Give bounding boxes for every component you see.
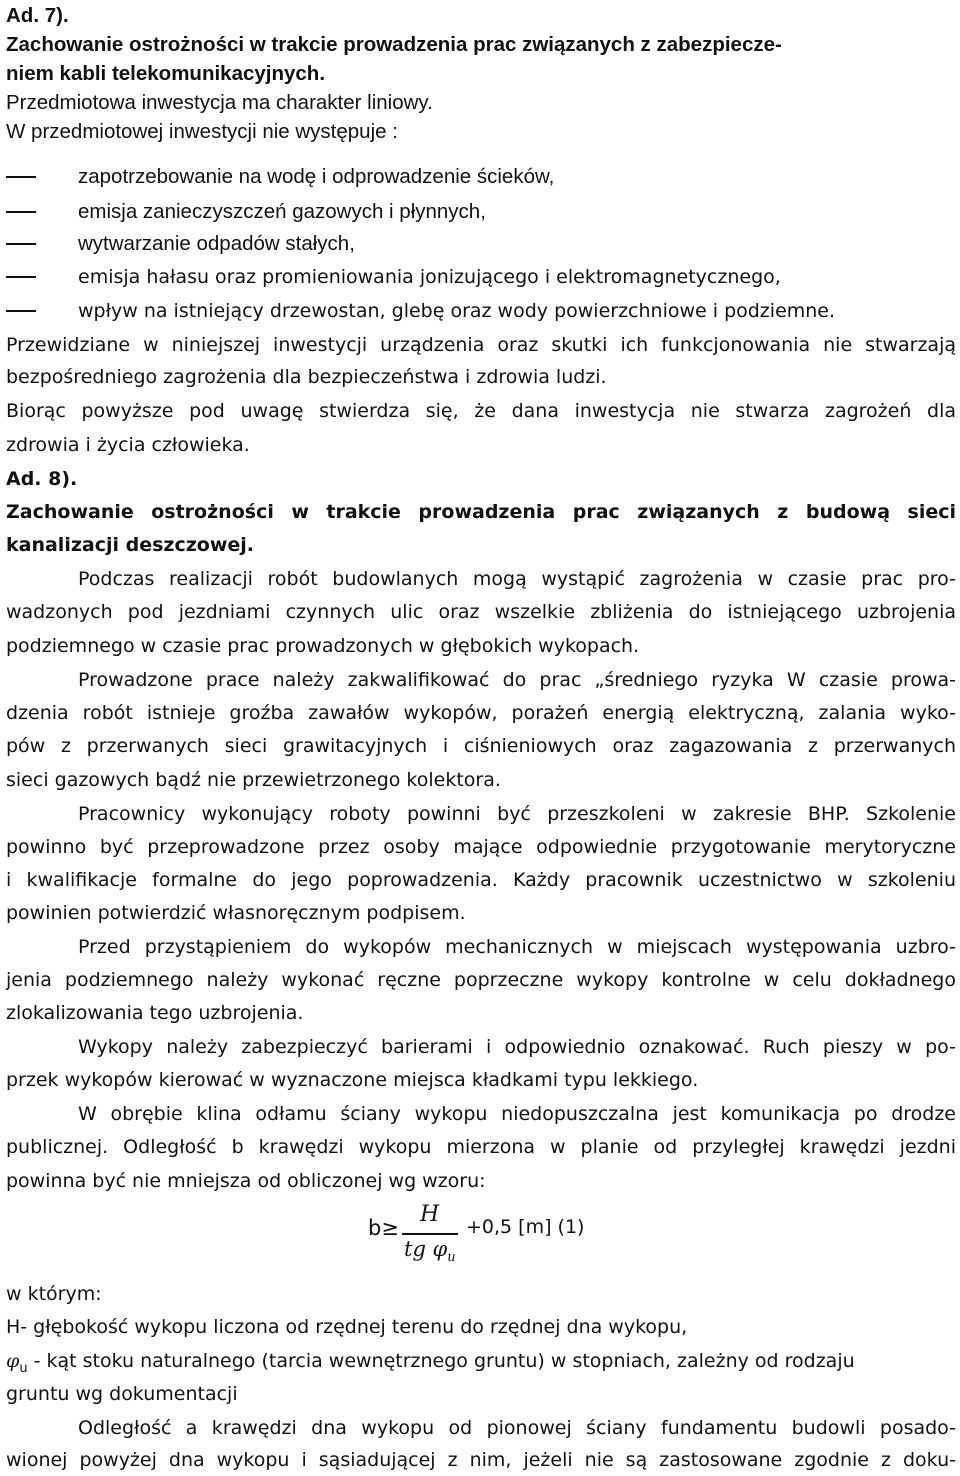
hazard-paragraph-line-4: sieci gazowych bądź nie przewietrzonego kolektora. <box>6 769 501 791</box>
section-title-ad8-line1: Zachowanie ostrożności w trakcie prowadzenia prac związanych z budową sieci <box>6 501 956 523</box>
dash-bullet-icon <box>6 243 36 245</box>
risk-paragraph-line-1: Podczas realizacji robót budowlanych mogą wystąpić zagrożenia w czasie prac pro- <box>78 568 956 590</box>
distance-paragraph-line-2: publicznej. Odległość b krawędzi wykopu mierzona w planie od przyległej krawędzi jezdni <box>6 1136 956 1158</box>
definition-phi-line-2: gruntu wg dokumentacji <box>6 1383 238 1405</box>
section-title-ad8-line2: kanalizacji deszczowej. <box>6 534 255 556</box>
distance-formula <box>368 1204 668 1274</box>
foundation-paragraph-line-2: wionej powyżej dna wykopu i sąsiadującej z nim, jeżeli nie są zastosowane zgodnie z doku- <box>6 1449 956 1471</box>
distance-paragraph-line-3: powinna być nie mniejsza od obliczonej wg wzoru: <box>6 1170 486 1192</box>
fraction-bar <box>402 1233 458 1235</box>
training-paragraph-line-1: Pracownicy wykonujący roboty powinni być przeszkoleni w zakresie BHP. Szkolenie <box>78 803 956 825</box>
excavation-paragraph-line-1: Przed przystąpieniem do wykopów mechanicznych w miejscach występowania uzbro- <box>78 936 956 958</box>
hazard-paragraph-line-1: Prowadzone prace należy zakwalifikować do prac „średniego ryzyka W czasie prowa- <box>78 669 956 691</box>
dash-bullet-icon <box>6 176 36 178</box>
intro-line-2: W przedmiotowej inwestycji nie występuje : <box>6 120 398 143</box>
paragraph-2-line-2: zdrowia i życia człowieka. <box>6 434 250 456</box>
section-heading-ad7: Ad. 7). <box>6 4 69 27</box>
definition-h: H- głębokość wykopu liczona od rzędnej terenu do rzędnej dna wykopu, <box>6 1316 688 1338</box>
excavation-paragraph-line-3: zlokalizowania tego uzbrojenia. <box>6 1002 304 1024</box>
formula-fraction <box>400 1204 458 1270</box>
barrier-paragraph-line-2: przek wykopów kierować w wyznaczone miejsca kładkami typu lekkiego. <box>6 1069 699 1091</box>
distance-paragraph-line-1: W obrębie klina odłamu ściany wykopu niedopuszczalna jest komunikacja po drodze <box>78 1103 956 1125</box>
risk-paragraph-line-3: podziemnego w czasie prac prowadzonych w głębokich wykopach. <box>6 635 640 657</box>
bullet-item-3: wytwarzanie odpadów stałych, <box>6 228 956 260</box>
section-heading-ad8: Ad. 8). <box>6 468 78 490</box>
hazard-paragraph-line-2: dzenia robót istnieje groźba zawałów wykopów, porażeń energią elektryczną, zalania wyko- <box>6 702 956 724</box>
bullet-item-2: emisja zanieczyszczeń gazowych i płynnych, <box>6 196 956 228</box>
formula-rest: +0,5 [m] (1) <box>466 1216 585 1238</box>
training-paragraph-line-2: powinno być przeprowadzone przez osoby mające odpowiednie przygotowanie merytoryczne <box>6 836 956 858</box>
formula-denominator: tg $\varphi_u$ <box>404 1237 456 1265</box>
section-title-ad7-line2: niem kabli telekomunikacyjnych. <box>6 62 326 85</box>
section-title-ad7-line1: Zachowanie ostrożności w trakcie prowadzenia prac związanych z zabezpiecze- <box>6 33 782 56</box>
risk-paragraph-line-2: wadzonych pod jezdniami czynnych ulic oraz wszelkie zbliżenia do istniejącego uzbrojenia <box>6 601 956 623</box>
dash-bullet-icon <box>6 276 36 278</box>
phi-symbol: φ <box>6 1350 20 1372</box>
training-paragraph-line-4: powinien potwierdzić własnoręcznym podpisem. <box>6 902 466 924</box>
formula-lhs: b≥ <box>368 1216 399 1240</box>
dash-bullet-icon <box>6 211 36 213</box>
bullet-item-4: emisja hałasu oraz promieniowania jonizującego i elektromagnetycznego, <box>6 261 956 293</box>
foundation-paragraph-line-1: Odległość a krawędzi dna wykopu od pionowej ściany fundamentu budowli posado- <box>78 1417 956 1439</box>
training-paragraph-line-3: i kwalifikacje formalne do jego poprowadzenia. Każdy pracownik uczestnictwo w szkoleniu <box>6 869 956 891</box>
paragraph-1-line-2: bezpośredniego zagrożenia dla bezpieczeństwa i zdrowia ludzi. <box>6 366 607 388</box>
paragraph-1-line-1: Przewidziane w niniejszej inwestycji urządzenia oraz skutki ich funkcjonowania nie stwarzają <box>6 334 956 356</box>
excavation-paragraph-line-2: jenia podziemnego należy wykonać ręczne poprzeczne wykopy kontrolne w celu dokładnego <box>6 969 956 991</box>
bullet-item-5: wpływ na istniejący drzewostan, glebę oraz wody powierzchniowe i podziemne. <box>6 295 956 327</box>
dash-bullet-icon <box>6 310 36 312</box>
paragraph-2-line-1: Biorąc powyższe pod uwagę stwierdza się, że dana inwestycja nie stwarza zagrożeń dla <box>6 400 956 422</box>
bullet-item-1: zapotrzebowanie na wodę i odprowadzenie ścieków, <box>6 161 956 193</box>
barrier-paragraph-line-1: Wykopy należy zabezpieczyć barierami i odpowiednio oznakować. Ruch pieszy w po- <box>78 1036 956 1058</box>
intro-line-1: Przedmiotowa inwestycja ma charakter liniowy. <box>6 91 433 114</box>
where-label: w którym: <box>6 1283 102 1305</box>
definition-phi-line-1: $\varphi_u$ - kąt stoku naturalnego (tarcia wewnętrznego gruntu) w stopniach, zależny od rodzaju <box>6 1350 855 1376</box>
hazard-paragraph-line-3: pów z przerwanych sieci grawitacyjnych i ciśnieniowych oraz zagazowania z przerwanych <box>6 735 956 757</box>
formula-numerator: H <box>420 1202 440 1227</box>
